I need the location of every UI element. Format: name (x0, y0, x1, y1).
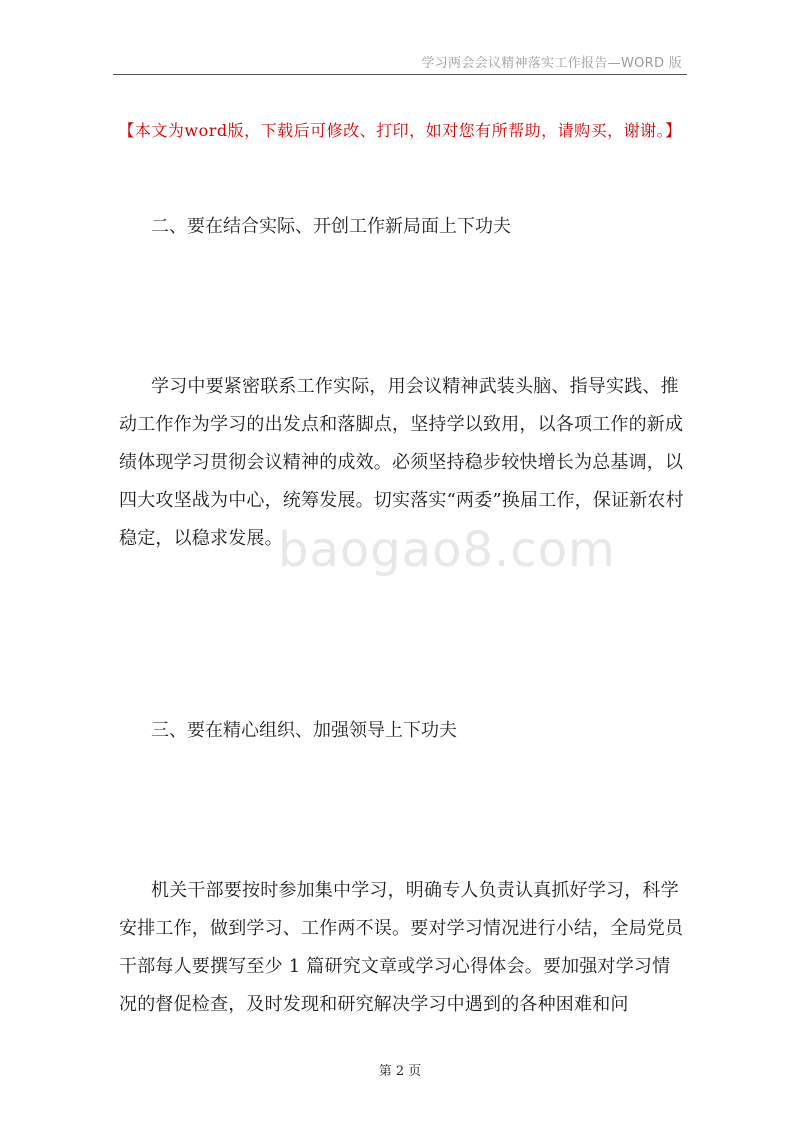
section-paragraph-2: 学习中要紧密联系工作实际，用会议精神武装头脑、指导实践、推动工作作为学习的出发点和落脚点，坚持学以致用，以各项工作的新成绩体现学习贯彻会议精神的成效。必须坚持稳步较快增长为总基调，以四大攻坚战为中心，统筹发展。切实落实“两委”换届工作，保证新农村稳定，以稳求发展。 (119, 376, 684, 549)
section-heading-3: 三、要在精心组织、加强领导上下功夫 (151, 720, 457, 741)
section-heading-2: 二、要在结合实际、开创工作新局面上下功夫 (151, 216, 511, 237)
purchase-notice: 【本文为word版，下载后可修改、打印，如对您有所帮助，请购买，谢谢。】 (118, 121, 682, 140)
site-watermark: baogao8.com (278, 522, 616, 578)
page-number: 第 2 页 (378, 1064, 422, 1079)
document-header-title: 学习两会会议精神落实工作报告—WORD 版 (421, 56, 682, 71)
header-divider (113, 74, 687, 75)
section-paragraph-3: 机关干部要按时参加集中学习，明确专人负责认真抓好学习，科学安排工作，做到学习、工作两不误。要对学习情况进行小结，全局党员干部每人要撰写至少 1 篇研究文章或学习心得体会。要加强对学习情况的督促检查，及时发现和研究解决学习中遇到的各种困难和问 (119, 880, 684, 1015)
